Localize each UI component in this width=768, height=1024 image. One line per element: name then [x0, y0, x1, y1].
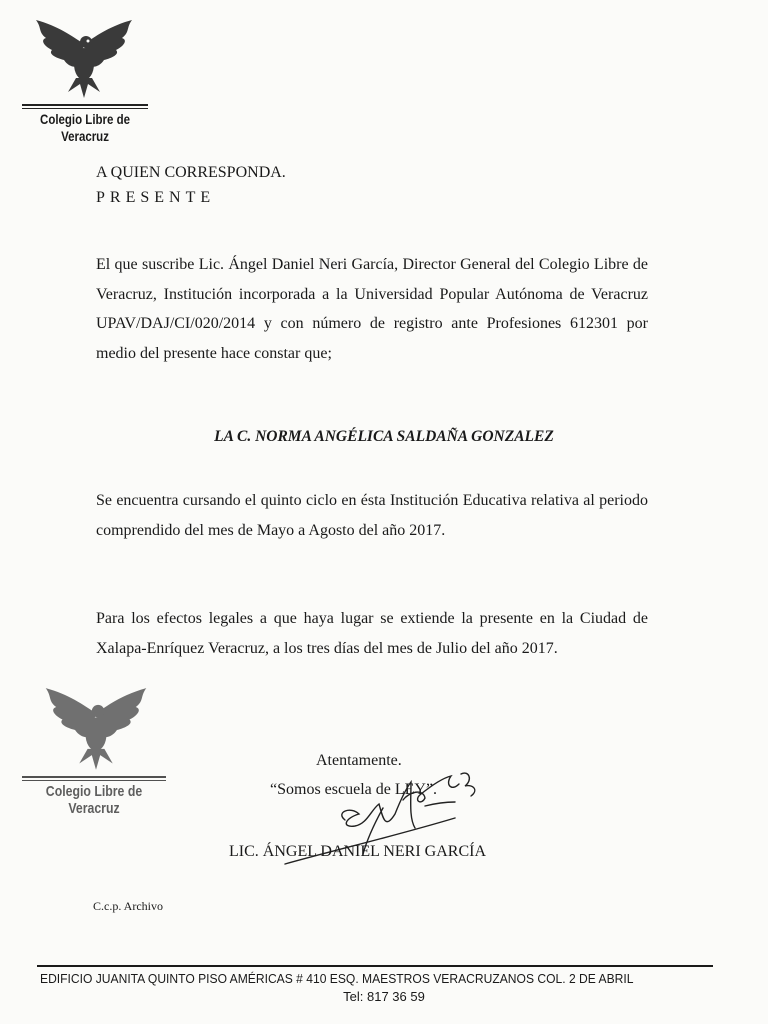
stamp-text-line1: Colegio Libre de: [45, 783, 143, 800]
eagle-icon: [28, 18, 140, 102]
paragraph-legal: Para los efectos legales a que haya lugar se extiende la presente en la Ciudad de Xalapa-Enríquez Veracruz, a los tres días del mes de Julio del año 2017.: [96, 610, 648, 657]
salutation: PRESENTE: [96, 189, 216, 206]
header-logo: [22, 18, 148, 145]
logo-text-line2: Veracruz: [61, 128, 109, 144]
stamp-eagle-icon: [36, 686, 156, 774]
paragraph-enrollment: Se encuentra cursando el quinto ciclo en ésta Institución Educativa relativa al periodo comprendido del mes de Mayo a Agosto del año 2017.: [96, 492, 648, 539]
stamp-text: [35, 783, 153, 817]
footer-phone: Tel: 817 36 59: [343, 989, 425, 1004]
closing: Atentamente.: [316, 752, 402, 769]
ccp-archive: C.c.p. Archivo: [93, 899, 163, 913]
recipient: A QUIEN CORRESPONDA.: [96, 164, 286, 181]
motto: “Somos escuela de LEY”.: [270, 781, 438, 798]
logo-text-line1: Colegio Libre de: [40, 111, 130, 127]
stamp-rule: [22, 776, 166, 778]
stamp-rule-thin: [22, 780, 166, 781]
footer-address: EDIFICIO JUANITA QUINTO PISO AMÉRICAS # 410 ESQ. MAESTROS VERACRUZANOS COL. 2 DE ABRIL: [40, 971, 634, 986]
institution-stamp: [22, 686, 166, 817]
logo-text: [33, 111, 136, 145]
student-name: LA C. NORMA ANGÉLICA SALDAÑA GONZALEZ: [214, 428, 554, 445]
logo-rule: [22, 104, 148, 106]
paragraph-intro: El que suscribe Lic. Ángel Daniel Neri García, Director General del Colegio Libre de Veracruz, Institución incorporada a la Universidad Popular Autónoma de Veracruz UPAV/DAJ/CI/020/2014 y con número de registro ante Profesiones 612301 por medio del presente hace constar que;: [96, 256, 648, 362]
signer-name: LIC. ÁNGEL DANIEL NERI GARCÍA: [229, 843, 486, 860]
logo-rule-thin: [22, 108, 148, 109]
footer-rule: [37, 965, 713, 967]
stamp-text-line2: Veracruz: [68, 800, 120, 817]
